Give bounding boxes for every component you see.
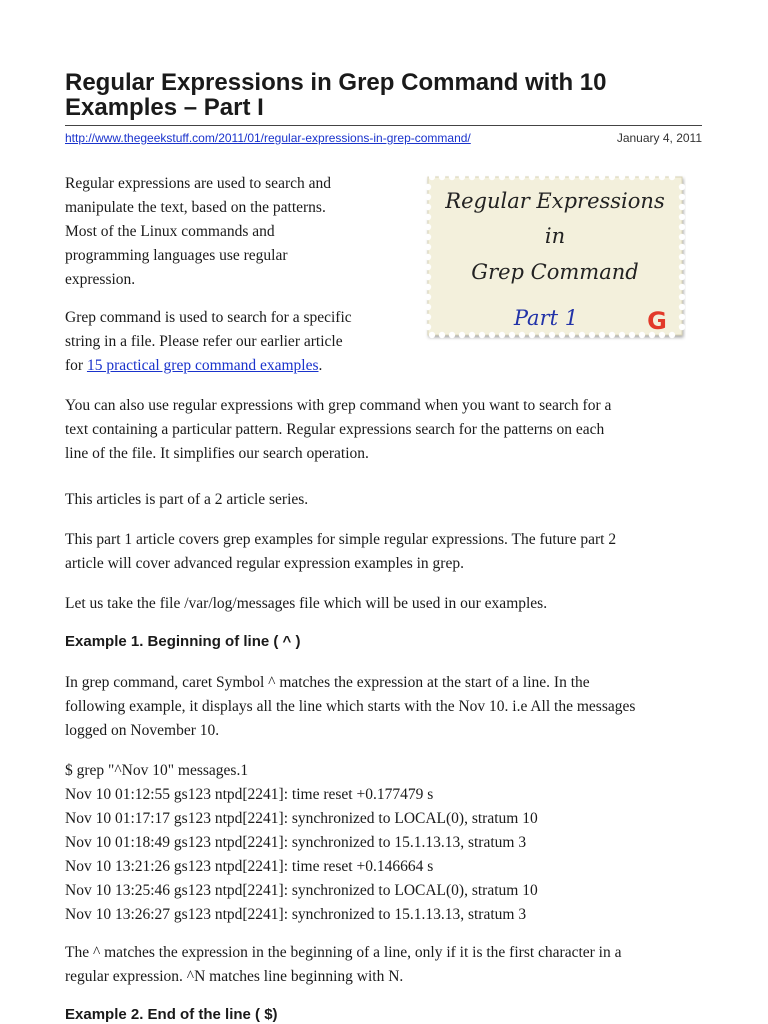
stamp-perforation [639, 332, 645, 338]
example-1-heading: Example 1. Beginning of line ( ^ ) [65, 633, 301, 650]
stamp-perforation [489, 332, 495, 338]
article-date: January 4, 2011 [616, 131, 702, 145]
article-title: Regular Expressions in Grep Command with 10 Examples – Part I [65, 69, 607, 121]
stamp-perforation [679, 274, 685, 280]
stamp-perforation [679, 214, 685, 220]
example-2-heading: Example 2. End of the line ( $) [65, 1006, 278, 1023]
code-line: Nov 10 13:21:26 gs123 ntpd[2241]: time reset +0.146664 s [65, 858, 434, 875]
title-divider [65, 125, 702, 126]
stamp-badge-logo: G [647, 307, 667, 335]
intro-paragraph-1 [65, 172, 415, 292]
stamp-perforation [669, 332, 675, 338]
stamp-perforation [619, 174, 625, 180]
stamp-perforation [589, 332, 595, 338]
paragraph-3 [65, 394, 715, 466]
stamp-perforation [679, 234, 685, 240]
code-line: Nov 10 13:25:46 gs123 ntpd[2241]: synchronized to LOCAL(0), stratum 10 [65, 882, 538, 899]
stamp-perforation [679, 204, 685, 210]
stamp-perforation [519, 332, 525, 338]
stamp-perforation [459, 174, 465, 180]
stamp-line-3: Grep Command [471, 260, 639, 284]
stamp-perforation [469, 332, 475, 338]
text-line: regular expression. ^N matches line beginning with N. [65, 968, 404, 985]
stamp-perforation [425, 204, 431, 210]
stamp-perforation [609, 332, 615, 338]
stamp-perforation [469, 174, 475, 180]
stamp-perforation [639, 174, 645, 180]
stamp-perforation [559, 332, 565, 338]
stamp-perforation [499, 174, 505, 180]
stamp-perforation [569, 174, 575, 180]
intro-p2-suffix: . [318, 357, 323, 374]
paragraph-6-text: Let us take the file /var/log/messages file which will be used in our examples. [65, 595, 548, 612]
text-line: text containing a particular pattern. Regular expressions search for the patterns on each [65, 421, 605, 438]
stamp-perforation [679, 294, 685, 300]
stamp-perforation [679, 254, 685, 260]
stamp-perforation [425, 284, 431, 290]
example-1-explanation [65, 941, 715, 989]
stamp-perforation [425, 264, 431, 270]
intro-p2-line1: Grep command is used to search for a specific [65, 309, 352, 326]
stamp-perforation [629, 332, 635, 338]
stamp-perforation [549, 332, 555, 338]
stamp-perforation [479, 332, 485, 338]
text-line: In grep command, caret Symbol ^ matches the expression at the start of a line. In the [65, 674, 590, 691]
text-line: Most of the Linux commands and [65, 223, 275, 240]
stamp-perforation [439, 332, 445, 338]
stamp-perforation [425, 184, 431, 190]
text-line: You can also use regular expressions with grep command when you want to search for a [65, 397, 612, 414]
stamp-perforation [569, 332, 575, 338]
text-line: following example, it displays all the line which starts with the Nov 10. i.e All the messages [65, 698, 636, 715]
text-line: expression. [65, 271, 136, 288]
stamp-perforation [549, 174, 555, 180]
stamp-line-4: Part 1 [513, 306, 579, 330]
stamp-perforation [425, 244, 431, 250]
stamp-perforation [539, 174, 545, 180]
intro-p2-line2: string in a file. Please refer our earlier article [65, 333, 343, 350]
stamp-perforation [679, 314, 685, 320]
stamp-perforation [425, 224, 431, 230]
text-line: article will cover advanced regular expression examples in grep. [65, 555, 464, 572]
intro-p2-prefix: for [65, 357, 87, 374]
text-line: manipulate the text, based on the patterns. [65, 199, 326, 216]
paragraph-4-text: This articles is part of a 2 article series. [65, 491, 309, 508]
grep-examples-link[interactable]: 15 practical grep command examples [86, 357, 319, 374]
stamp-perforation [425, 294, 431, 300]
stamp-perforation [579, 174, 585, 180]
stamp-perforation [679, 224, 685, 230]
stamp-perforation [425, 324, 431, 330]
stamp-perforation [519, 174, 525, 180]
stamp-perforation [499, 332, 505, 338]
paragraph-6 [65, 592, 715, 616]
paragraph-4 [65, 488, 715, 512]
stamp-perforation [559, 174, 565, 180]
stamp-perforation [425, 314, 431, 320]
stamp-perforation [669, 174, 675, 180]
example-1-description [65, 671, 715, 743]
code-line: Nov 10 13:26:27 gs123 ntpd[2241]: synchronized to 15.1.13.13, stratum 3 [65, 906, 527, 923]
text-line: line of the file. It simplifies our search operation. [65, 445, 369, 462]
stamp-perforation [529, 174, 535, 180]
stamp-perforation [599, 332, 605, 338]
stamp-perforation [459, 332, 465, 338]
stamp-perforation [649, 174, 655, 180]
stamp-perforation [619, 332, 625, 338]
stamp-perforation [539, 332, 545, 338]
stamp-perforation [509, 174, 515, 180]
stamp-perforation [609, 174, 615, 180]
stamp-perforation [429, 174, 435, 180]
paragraph-5 [65, 528, 715, 576]
stamp-perforation [679, 304, 685, 310]
stamp-perforation [439, 174, 445, 180]
text-line: logged on November 10. [65, 722, 220, 739]
text-line: Regular expressions are used to search and [65, 175, 331, 192]
code-line: $ grep "^Nov 10" messages.1 [65, 762, 249, 779]
stamp-perforation [425, 214, 431, 220]
stamp-line-1: Regular Expressions [445, 189, 665, 213]
stamp-perforation [509, 332, 515, 338]
stamp-perforation [679, 184, 685, 190]
intro-paragraph-2 [65, 306, 415, 378]
stamp-perforation [489, 174, 495, 180]
stamp-perforation [449, 174, 455, 180]
stamp-perforation [679, 284, 685, 290]
stamp-perforation [425, 254, 431, 260]
text-line: This part 1 article covers grep examples for simple regular expressions. The future part 2 [65, 531, 617, 548]
stamp-perforation [679, 264, 685, 270]
text-line: programming languages use regular [65, 247, 288, 264]
stamp-perforation [429, 332, 435, 338]
stamp-perforation [425, 234, 431, 240]
stamp-perforation [579, 332, 585, 338]
code-line: Nov 10 01:17:17 gs123 ntpd[2241]: synchronized to LOCAL(0), stratum 10 [65, 810, 538, 827]
stamp-perforation [449, 332, 455, 338]
stamp-perforation [589, 174, 595, 180]
stamp-perforation [425, 194, 431, 200]
stamp-perforation [679, 194, 685, 200]
code-line: Nov 10 01:18:49 gs123 ntpd[2241]: synchronized to 15.1.13.13, stratum 3 [65, 834, 527, 851]
stamp-perforation [479, 174, 485, 180]
stamp-perforation [659, 174, 665, 180]
article-url-link[interactable]: http://www.thegeekstuff.com/2011/01/regular-expressions-in-grep-command/ [65, 131, 471, 145]
code-line: Nov 10 01:12:55 gs123 ntpd[2241]: time reset +0.177479 s [65, 786, 434, 803]
stamp-line-2: in [544, 224, 566, 248]
stamp-perforation [679, 244, 685, 250]
grep-stamp-image [424, 173, 686, 341]
stamp-perforation [599, 174, 605, 180]
text-line: The ^ matches the expression in the beginning of a line, only if it is the first character in a [65, 944, 622, 961]
stamp-perforation [425, 274, 431, 280]
stamp-perforation [529, 332, 535, 338]
stamp-perforation [679, 324, 685, 330]
stamp-perforation [629, 174, 635, 180]
example-1-code-block [65, 759, 745, 927]
stamp-perforation [425, 304, 431, 310]
